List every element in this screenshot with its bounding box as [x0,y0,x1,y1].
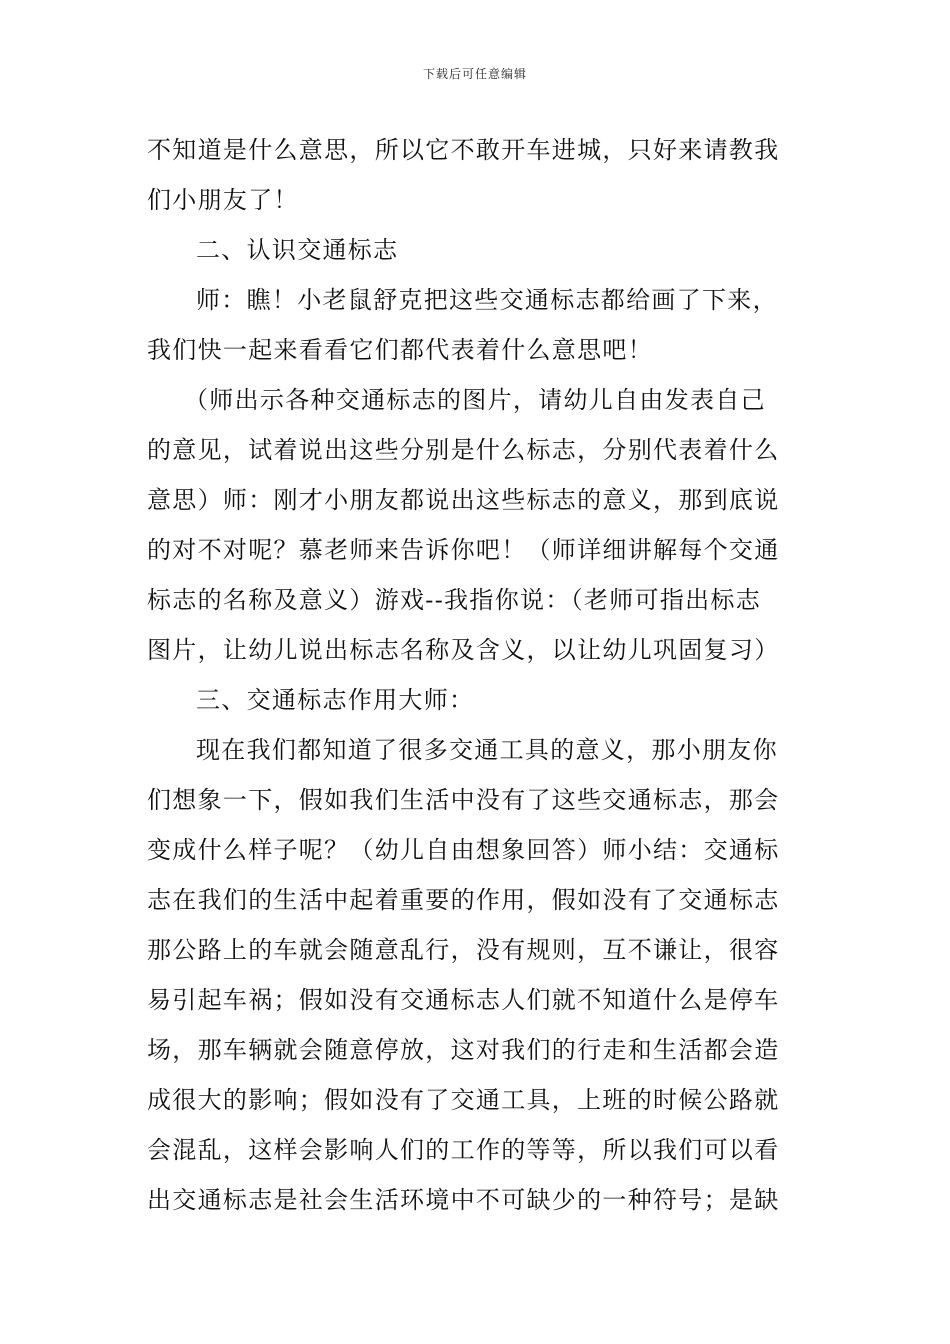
section-heading: 二、认识交通标志 [196,236,399,264]
body-line: 标志的名称及意义）游戏--我指你说：（老师可指出标志 [147,586,762,614]
body-line: 意思）师：刚才小朋友都说出这些标志的意义，那到底说 [147,486,780,514]
body-line: 会混乱，这样会影响人们的工作的等等，所以我们可以看 [147,1136,780,1164]
body-line: 变成什么样子呢？（幼儿自由想象回答）师小结：交通标 [147,836,780,864]
body-line: 志在我们的生活中起着重要的作用，假如没有了交通标志 [147,886,780,914]
body-line: 出交通标志是社会生活环境中不可缺少的一种符号；是缺 [147,1186,780,1214]
body-line: 的对不对呢？慕老师来告诉你吧！（师详细讲解每个交通 [147,536,780,564]
body-line: 我们快一起来看看它们都代表着什么意思吧！ [147,336,653,364]
page-header: 下载后可任意编辑 [422,67,527,81]
body-line: 不知道是什么意思，所以它不敢开车进城，只好来请教我 [147,136,780,164]
body-line: （师出示各种交通标志的图片，请幼儿自由发表自己 [184,386,766,414]
section-heading: 三、交通标志作用大师： [196,686,475,714]
body-line: 的意见，试着说出这些分别是什么标志，分别代表着什么 [147,436,780,464]
body-line: 们想象一下，假如我们生活中没有了这些交通标志，那会 [147,786,780,814]
body-line: 现在我们都知道了很多交通工具的意义，那小朋友你 [196,736,778,764]
body-line: 师：瞧！小老鼠舒克把这些交通标志都给画了下来， [196,286,778,314]
body-line: 场，那车辆就会随意停放，这对我们的行走和生活都会造 [147,1036,780,1064]
body-line: 们小朋友了！ [147,186,299,214]
body-line: 图片，让幼儿说出标志名称及含义，以让幼儿巩固复习） [147,636,780,664]
body-line: 成很大的影响；假如没有了交通工具，上班的时候公路就 [147,1086,780,1114]
body-line: 那公路上的车就会随意乱行，没有规则，互不谦让，很容 [147,936,780,964]
body-line: 易引起车祸；假如没有交通标志人们就不知道什么是停车 [147,986,780,1014]
